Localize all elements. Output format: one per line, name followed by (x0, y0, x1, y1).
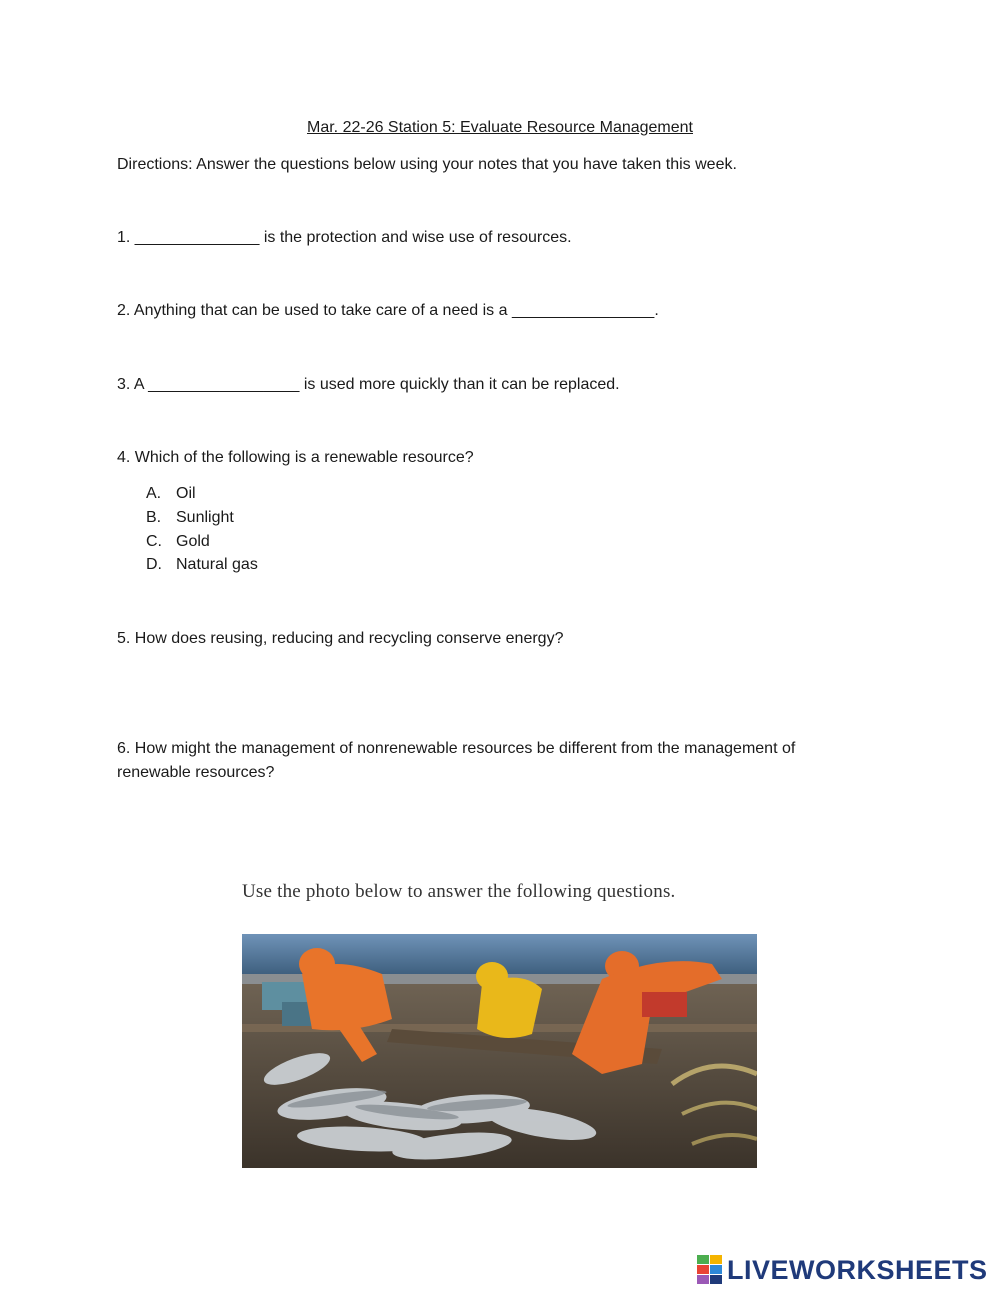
fishermen-photo (242, 934, 757, 1168)
option-text: Gold (176, 533, 210, 550)
option-text: Sunlight (176, 509, 234, 526)
worksheet-title: Mar. 22-26 Station 5: Evaluate Resource Management (307, 119, 693, 136)
option-letter: B. (146, 509, 162, 526)
directions: Directions: Answer the questions below using your notes that you have taken this week. (117, 156, 737, 173)
question-3: 3. A _________________ is used more quickly than it can be replaced. (117, 376, 620, 393)
question-1: 1. ______________ is the protection and wise use of resources. (117, 229, 572, 246)
question-6-line-1: 6. How might the management of nonrenewable resources be different from the management of (117, 740, 796, 757)
option-text: Oil (176, 485, 196, 502)
photo-caption: Use the photo below to answer the following questions. (242, 881, 676, 902)
question-6-line-2: renewable resources? (117, 764, 275, 781)
question-5: 5. How does reusing, reducing and recycling conserve energy? (117, 630, 564, 647)
option-letter: A. (146, 485, 162, 502)
option-text: Natural gas (176, 556, 258, 573)
question-4: 4. Which of the following is a renewable resource? (117, 449, 474, 466)
question-2: 2. Anything that can be used to take care of a need is a ________________. (117, 302, 659, 319)
liveworksheets-logo (697, 1254, 988, 1286)
option-letter: C. (146, 533, 162, 550)
option-letter: D. (146, 556, 162, 573)
liveworksheets-logo-icon (697, 1255, 723, 1285)
liveworksheets-wordmark: LIVEWORKSHEETS (727, 1254, 988, 1285)
